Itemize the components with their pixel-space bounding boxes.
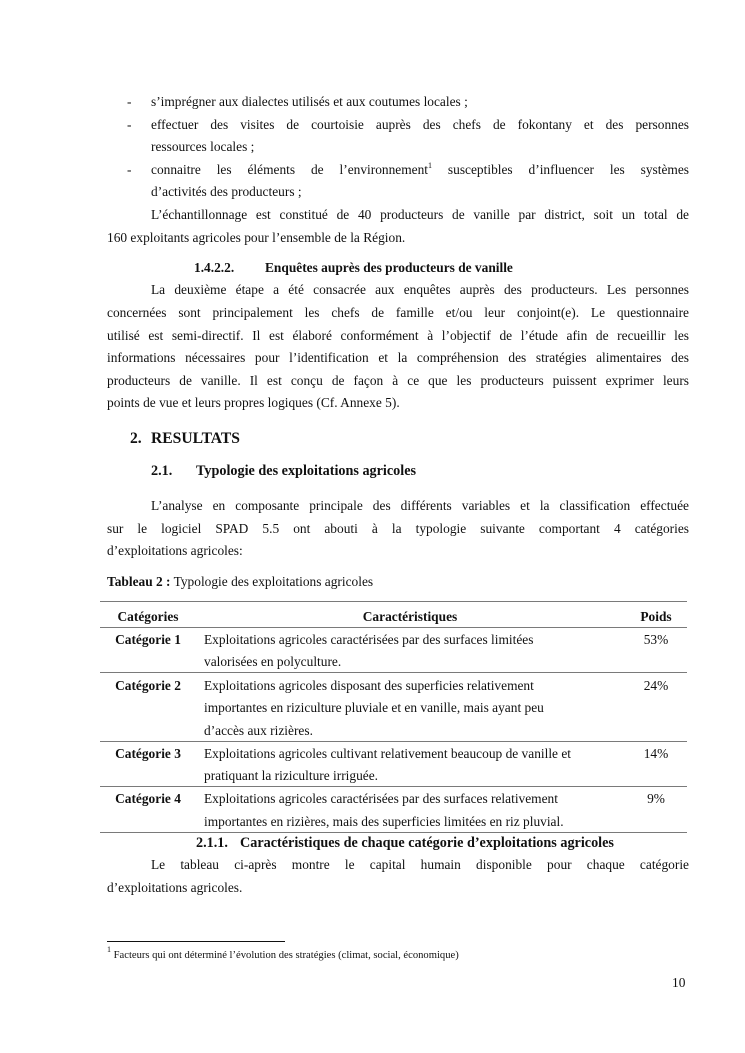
paragraph-line: points de vue et leurs propres logiques (Cf. Annexe 5). — [107, 395, 400, 410]
table-header-categories: Catégories — [117, 609, 179, 624]
paragraph-line: utilisé est semi-directif. Il est élaboré conformément à l’objectif de l’étude afin de recueillir les — [107, 328, 689, 343]
bullet-text: connaitre les éléments de l’environnement$^1$ susceptibles d’influencer les systèmes — [151, 161, 689, 177]
footnote-separator — [107, 941, 285, 942]
bullet-marker: - — [127, 94, 132, 109]
paragraph-line: sur le logiciel SPAD 5.5 ont abouti à la typologie suivante comportant 4 catégories — [107, 521, 689, 536]
section-heading: Enquêtes auprès des producteurs de vanille — [265, 260, 513, 275]
paragraph-line: Le tableau ci-après montre le capital humain disponible pour chaque catégorie — [151, 857, 689, 872]
section-heading: Caractéristiques de chaque catégorie d’exploitations agricoles — [240, 835, 614, 851]
weight-cell: 53% — [643, 632, 669, 647]
characteristics-cell: Exploitations agricoles caractérisées par des surfaces relativement — [204, 791, 558, 806]
category-cell: Catégorie 2 — [115, 678, 181, 693]
characteristics-cell: Exploitations agricoles disposant des superficies relativement — [204, 678, 534, 693]
weight-cell: 14% — [643, 746, 669, 761]
table-rule — [100, 601, 687, 602]
page-number: 10 — [672, 975, 686, 990]
characteristics-cell: importantes en riziculture pluviale et en vanille, mais ayant peu — [204, 700, 544, 715]
section-number: 2.1. — [151, 463, 173, 479]
characteristics-cell: pratiquant la riziculture irriguée. — [204, 768, 378, 783]
category-cell: Catégorie 3 — [115, 746, 181, 761]
paragraph-line: concernées sont principalement les chefs de famille et/ou leur conjoint(e). Le questionnaire — [107, 305, 689, 320]
section-number: 2.1.1. — [196, 835, 228, 851]
paragraph-line: La deuxième étape a été consacrée aux enquêtes auprès des producteurs. Les personnes — [151, 282, 689, 297]
paragraph-line: d’exploitations agricoles. — [107, 880, 243, 895]
paragraph-line: producteurs de vanille. Il est conçu de façon à ce que les producteurs puissent exprimer leurs — [107, 373, 689, 388]
table-caption: Tableau 2 : Typologie des exploitations agricoles — [107, 574, 374, 589]
bullet-text: ressources locales ; — [151, 139, 255, 154]
table-rule — [100, 786, 687, 787]
table-rule — [100, 672, 687, 673]
table-header-weight: Poids — [640, 609, 672, 624]
table-rule — [100, 832, 687, 833]
paragraph-line: L’analyse en composante principale des différents variables et la classification effectuée — [151, 498, 689, 513]
weight-cell: 9% — [647, 791, 665, 806]
section-number: 2. — [130, 430, 142, 447]
bullet-marker: - — [127, 162, 132, 177]
section-number: 1.4.2.2. — [194, 260, 235, 275]
paragraph-line: L’échantillonnage est constitué de 40 producteurs de vanille par district, soit un total de — [151, 207, 689, 222]
bullet-marker: - — [127, 117, 132, 132]
bullet-text: effectuer des visites de courtoisie auprès des chefs de fokontany et des personnes — [151, 117, 689, 132]
paragraph-line: d’exploitations agricoles: — [107, 543, 243, 558]
footnote-marker: 1 — [107, 945, 111, 954]
table-rule — [100, 741, 687, 742]
weight-cell: 24% — [643, 678, 669, 693]
table-header-characteristics: Caractéristiques — [362, 609, 458, 624]
paragraph-line: informations nécessaires pour l’identification et la compréhension des stratégies alimentaires des — [107, 350, 689, 365]
characteristics-cell: Exploitations agricoles caractérisées par des surfaces limitées — [204, 632, 534, 647]
category-cell: Catégorie 1 — [115, 632, 181, 647]
section-heading: Typologie des exploitations agricoles — [196, 463, 417, 479]
footnote-reference[interactable]: 1 — [428, 161, 433, 170]
table-rule — [100, 627, 687, 628]
characteristics-cell: Exploitations agricoles cultivant relativement beaucoup de vanille et — [204, 746, 572, 761]
footnote: $^1$ Facteurs qui ont déterminé l’évolution des stratégies (climat, social, économique) — [107, 945, 459, 961]
category-cell: Catégorie 4 — [115, 791, 181, 806]
bullet-text: s’imprégner aux dialectes utilisés et aux coutumes locales ; — [151, 94, 468, 109]
characteristics-cell: valorisées en polyculture. — [204, 654, 342, 669]
paragraph-line: 160 exploitants agricoles pour l’ensemble de la Région. — [107, 230, 406, 245]
section-heading: RESULTATS — [151, 430, 240, 447]
characteristics-cell: d’accès aux rizières. — [204, 723, 313, 738]
bullet-text: d’activités des producteurs ; — [151, 184, 302, 199]
characteristics-cell: importantes en rizières, mais des superficies limitées en riz pluvial. — [204, 814, 564, 829]
